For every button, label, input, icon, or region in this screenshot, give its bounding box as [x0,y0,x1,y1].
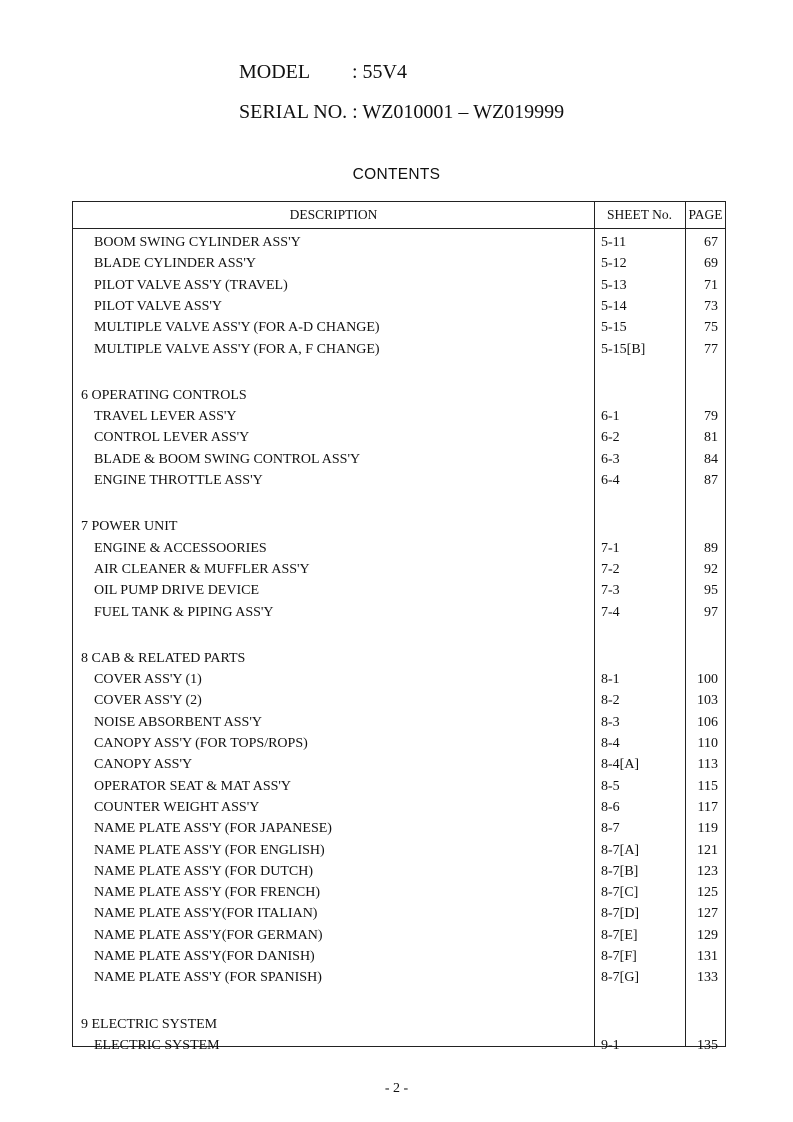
contents-table [72,201,726,1053]
page-number: - 2 - [384,1081,409,1096]
description-cell: ELECTRIC SYSTEM [94,1037,220,1053]
section-heading-row [73,1014,727,1035]
page-cell: 92 [704,561,718,577]
page-cell: 79 [704,409,718,425]
description-cell: ENGINE & ACCESSOORIES [94,540,267,556]
description-cell: CANOPY ASS'Y (FOR TOPS/ROPS) [94,736,308,751]
sheet-cell: 8-7[B] [601,863,639,879]
sheet-cell: 8-7[G] [601,970,640,986]
table-row [73,538,727,559]
page-cell: 81 [704,430,718,446]
table-row [73,427,727,448]
table-row [73,840,727,861]
description-cell: TRAVEL LEVER ASS'Y [94,409,237,425]
column-header-description: DESCRIPTION [289,207,378,222]
page-cell: 117 [697,799,718,815]
sheet-cell: 5-13 [601,277,627,293]
section-heading-row [73,648,727,669]
page-cell: 103 [697,693,718,709]
description-cell: NAME PLATE ASS'Y(FOR GERMAN) [94,927,323,943]
table-row [73,925,727,946]
sheet-cell: 7-3 [601,583,620,599]
page-cell: 133 [697,970,718,986]
sheet-cell: 5-11 [601,235,627,250]
sheet-cell: 8-7[F] [601,949,637,964]
page-cell: 71 [704,277,718,293]
description-cell: NOISE ABSORBENT ASS'Y [94,714,262,730]
description-cell: 8 CAB & RELATED PARTS [81,650,246,666]
description-cell: NAME PLATE ASS'Y (FOR JAPANESE) [94,821,332,837]
sheet-cell: 6-1 [601,409,620,425]
column-header-page: PAGE [688,207,723,222]
sheet-cell: 8-7 [601,821,620,837]
table-row [73,754,727,775]
sheet-cell: 6-4 [601,473,620,488]
table-row [73,903,727,924]
table-row [73,776,727,797]
description-cell: COVER ASS'Y (2) [94,693,202,709]
page-cell: 125 [697,885,718,901]
description-cell: 9 ELECTRIC SYSTEM [81,1016,218,1032]
table-row [73,449,727,470]
description-cell: NAME PLATE ASS'Y (FOR SPANISH) [94,970,322,986]
sheet-cell: 7-1 [601,540,620,556]
description-cell: NAME PLATE ASS'Y (FOR ENGLISH) [94,842,325,858]
description-cell: BLADE & BOOM SWING CONTROL ASS'Y [94,451,361,467]
model-line [239,61,407,84]
table-row [73,580,727,601]
description-cell: BLADE CYLINDER ASS'Y [94,256,256,272]
sheet-cell: 8-2 [601,693,620,709]
sheet-cell: 8-7[A] [601,842,640,858]
description-cell: NAME PLATE ASS'Y(FOR DANISH) [94,949,315,964]
sheet-cell: 8-5 [601,778,620,794]
page-cell: 73 [704,298,718,314]
page-cell: 95 [704,583,718,599]
description-cell: ENGINE THROTTLE ASS'Y [94,473,263,488]
table-row [73,406,727,427]
description-cell: AIR CLEANER & MUFFLER ASS'Y [94,561,310,577]
table-row [73,733,727,754]
description-cell: CONTROL LEVER ASS'Y [94,430,250,446]
description-cell: OIL PUMP DRIVE DEVICE [94,583,260,599]
page-cell: 127 [697,906,718,922]
table-row [73,712,727,733]
table-row [73,559,727,580]
sheet-cell: 5-15 [601,320,627,336]
page-cell: 119 [697,821,718,837]
table-row [73,669,727,690]
table-row [73,339,727,360]
sheet-cell: 8-4[A] [601,757,640,773]
description-cell: OPERATOR SEAT & MAT ASS'Y [94,778,292,794]
header-divider [73,228,725,229]
section-heading-row [73,516,727,537]
page-cell: 121 [697,842,718,858]
sheet-cell: 5-12 [601,256,627,272]
table-row [73,1035,727,1056]
page-cell: 115 [697,778,718,794]
table-row [73,797,727,818]
sheet-cell: 9-1 [601,1037,620,1053]
sheet-cell: 8-1 [601,672,620,688]
page-cell: 89 [704,540,718,556]
description-cell: NAME PLATE ASS'Y (FOR DUTCH) [94,863,314,879]
column-header-sheet: SHEET No. [606,207,672,222]
table-row [73,470,727,491]
sheet-cell: 8-6 [601,799,620,815]
table-row [73,690,727,711]
table-row [73,946,727,967]
page-cell: 69 [704,256,718,272]
sheet-cell: 5-15[B] [601,341,646,357]
description-cell: FUEL TANK & PIPING ASS'Y [94,604,274,620]
section-heading-row [73,385,727,406]
model-label: MODEL [239,61,311,83]
table-row [73,253,727,274]
page-cell: 131 [697,949,718,964]
page-cell: 106 [697,714,718,730]
page-cell: 75 [704,320,718,336]
table-row [73,275,727,296]
sheet-cell: 8-7[E] [601,927,638,943]
contents-title: CONTENTS [352,166,441,183]
sheet-cell: 8-3 [601,714,620,730]
sheet-cell: 6-3 [601,451,620,467]
table-row [73,317,727,338]
description-cell: PILOT VALVE ASS'Y [94,298,223,314]
page-cell: 67 [704,235,718,250]
page-cell: 110 [697,736,718,751]
model-value: : 55V4 [352,61,407,83]
table-row [73,602,727,623]
description-cell: COUNTER WEIGHT ASS'Y [94,799,260,815]
sheet-cell: 7-2 [601,561,620,577]
sheet-cell: 8-4 [601,736,620,751]
description-cell: CANOPY ASS'Y [94,757,193,773]
page-cell: 123 [697,863,718,879]
description-cell: MULTIPLE VALVE ASS'Y (FOR A, F CHANGE) [94,341,380,357]
table-row [73,882,727,903]
page-cell: 84 [704,451,718,467]
table-row [73,232,727,253]
description-cell: NAME PLATE ASS'Y (FOR FRENCH) [94,885,321,901]
page-cell: 113 [697,757,718,773]
page-cell: 77 [704,341,718,357]
page-cell: 135 [697,1037,718,1053]
page-cell: 129 [697,927,718,943]
table-row [73,861,727,882]
sheet-cell: 7-4 [601,604,620,620]
sheet-cell: 8-7[D] [601,906,640,922]
sheet-cell: 6-2 [601,430,620,446]
description-cell: PILOT VALVE ASS'Y (TRAVEL) [94,277,288,293]
table-row [73,296,727,317]
sheet-cell: 5-14 [601,298,627,314]
description-cell: MULTIPLE VALVE ASS'Y (FOR A-D CHANGE) [94,320,380,336]
page-cell: 87 [704,473,718,488]
description-cell: 7 POWER UNIT [81,519,178,535]
page-cell: 100 [697,672,718,688]
description-cell: NAME PLATE ASS'Y(FOR ITALIAN) [94,906,318,922]
sheet-cell: 8-7[C] [601,885,639,901]
description-cell: COVER ASS'Y (1) [94,672,202,688]
table-row [73,967,727,988]
serial-number-line: SERIAL NO. : WZ010001 – WZ019999 [239,101,565,123]
page-cell: 97 [704,604,718,620]
table-row [73,818,727,839]
description-cell: 6 OPERATING CONTROLS [81,387,247,403]
description-cell: BOOM SWING CYLINDER ASS'Y [94,235,301,250]
